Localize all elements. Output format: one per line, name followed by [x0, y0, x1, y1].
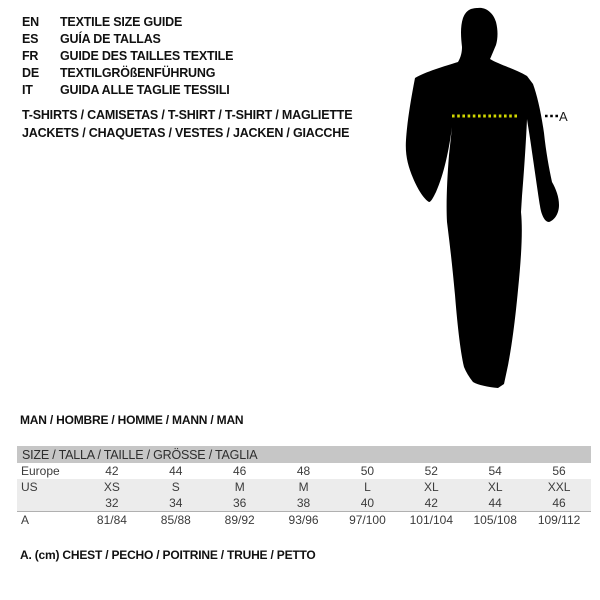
table-cell: 46 [233, 464, 247, 478]
table-cell: 52 [424, 464, 438, 478]
table-row-chest-cm [17, 512, 591, 529]
table-cell: 46 [527, 495, 591, 512]
table-cell: 97/100 [336, 512, 400, 529]
size-table [17, 446, 591, 528]
table-cell: 42 [105, 464, 119, 478]
size-table-header: SIZE / TALLA / TAILLE / GRÖSSE / TAGLIA [17, 446, 591, 463]
language-name: TEXTILGRÖßENFÜHRUNG [60, 65, 216, 80]
row-label [17, 495, 80, 512]
language-name: GUIDE DES TAILLES TEXTILE [60, 48, 234, 63]
language-code: IT [22, 82, 33, 97]
table-row-europe [17, 463, 591, 479]
size-table-header-row [17, 446, 591, 463]
table-cell: 44 [463, 495, 527, 512]
footnote: A. (cm) CHEST / PECHO / POITRINE / TRUHE / PETTO [20, 548, 316, 562]
table-cell: S [144, 479, 208, 495]
table-cell: 48 [296, 464, 311, 478]
table-cell: XL [463, 479, 527, 495]
category-line-tshirts: T-SHIRTS / CAMISETAS / T-SHIRT / T-SHIRT / MAGLIETTE [22, 108, 353, 122]
category-line-jackets: JACKETS / CHAQUETAS / VESTES / JACKEN / GIACCHE [22, 126, 350, 140]
table-cell: 101/104 [399, 512, 463, 529]
section-title: MAN / HOMBRE / HOMME / MANN / MAN [20, 413, 244, 427]
row-label: US [17, 479, 80, 495]
table-cell: 50 [360, 464, 375, 478]
table-cell: 32 [80, 495, 144, 512]
table-cell: 85/88 [144, 512, 208, 529]
table-cell: 93/96 [272, 512, 336, 529]
table-cell: 40 [336, 495, 400, 512]
language-list [22, 13, 233, 98]
table-cell: L [336, 479, 400, 495]
table-cell: XL [399, 479, 463, 495]
language-row [22, 13, 233, 30]
table-cell: 54 [488, 464, 502, 478]
table-cell: 109/112 [527, 512, 591, 529]
table-cell: 56 [552, 464, 566, 478]
table-cell: XXL [527, 479, 591, 495]
language-name: GUÍA DE TALLAS [60, 31, 161, 46]
language-row [22, 30, 233, 47]
table-cell: 44 [169, 464, 183, 478]
table-cell: 89/92 [208, 512, 272, 529]
language-code: DE [22, 65, 39, 80]
language-name: TEXTILE SIZE GUIDE [60, 14, 183, 29]
man-silhouette [400, 0, 570, 400]
table-cell: 105/108 [463, 512, 527, 529]
table-cell: XS [80, 479, 144, 495]
table-cell: 34 [144, 495, 208, 512]
category-lines [22, 106, 352, 142]
language-code: EN [22, 14, 39, 29]
language-name: GUIDA ALLE TAGLIE TESSILI [60, 82, 230, 97]
language-code: FR [22, 48, 39, 63]
language-row [22, 81, 233, 98]
row-label: Europe [21, 464, 60, 478]
table-row-us [17, 479, 591, 495]
table-cell: 81/84 [80, 512, 144, 529]
language-row [22, 47, 233, 64]
table-cell: 36 [208, 495, 272, 512]
measure-label-a: A [559, 109, 568, 124]
table-cell: M [272, 479, 336, 495]
row-label: A [17, 512, 80, 529]
table-row-us-numeric [17, 495, 591, 512]
table-cell: 42 [399, 495, 463, 512]
table-cell: M [208, 479, 272, 495]
man-silhouette-body [406, 8, 559, 388]
table-cell: 38 [272, 495, 336, 512]
language-row [22, 64, 233, 81]
language-code: ES [22, 31, 39, 46]
